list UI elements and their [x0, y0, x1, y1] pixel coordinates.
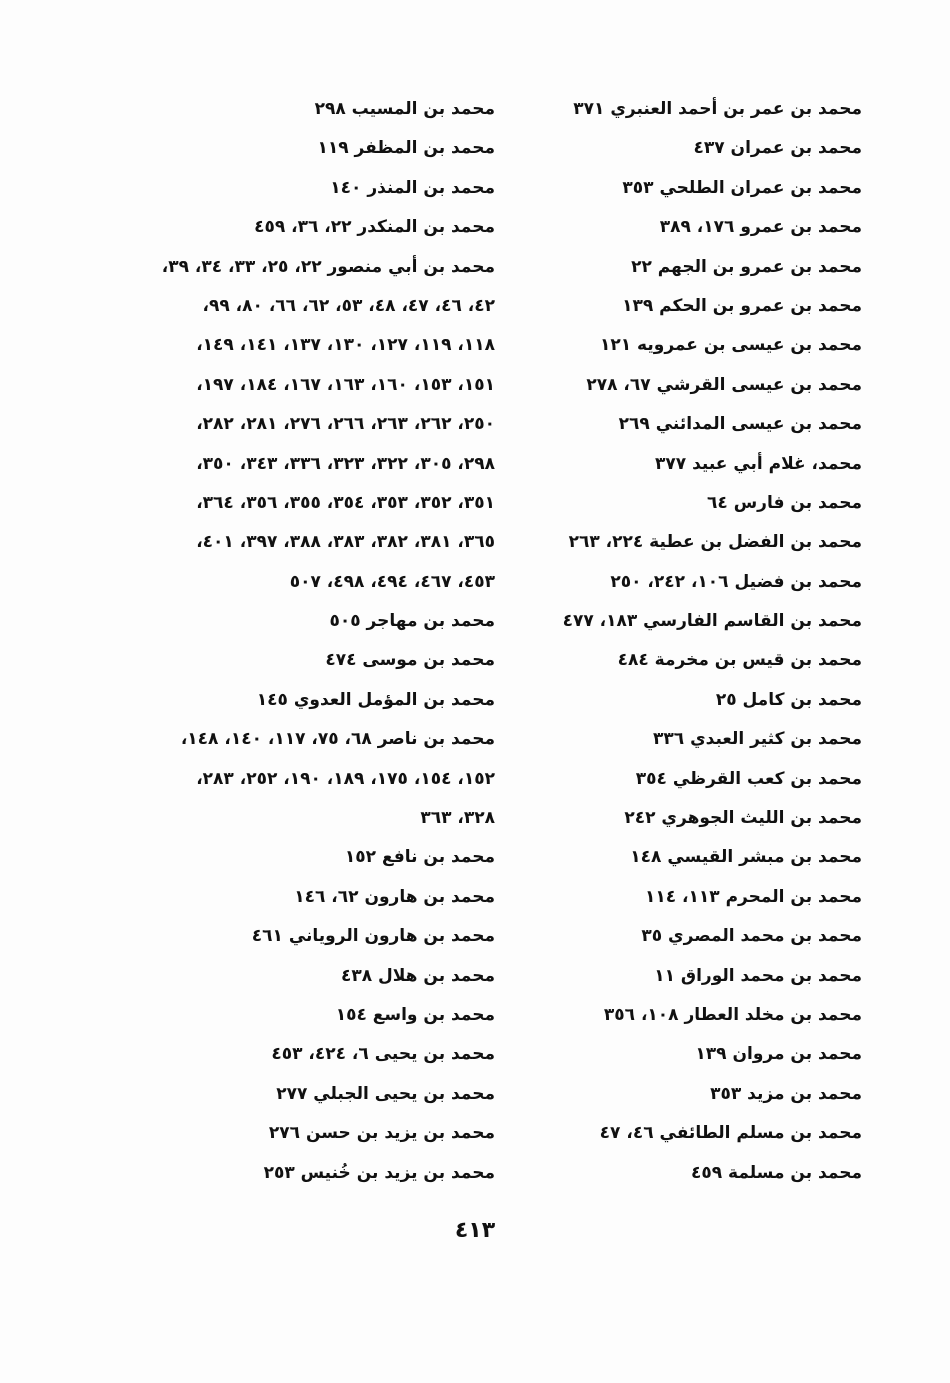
- index-entry: ٣٦٥، ٣٨١، ٣٨٢، ٣٨٣، ٣٨٨، ٣٩٧، ٤٠١،: [196, 532, 495, 553]
- index-entry: محمد بن القاسم الفارسي ١٨٣، ٤٧٧: [562, 611, 862, 632]
- index-entry: محمد بن كامل ٢٥: [715, 689, 862, 710]
- index-entry: محمد بن مزيد ٣٥٣: [710, 1083, 862, 1104]
- index-entry: محمد بن مسلم الطائفي ٤٦، ٤٧: [599, 1123, 862, 1144]
- index-entry: محمد بن يزيد بن حسن ٢٧٦: [268, 1123, 495, 1144]
- index-entry: محمد بن مروان ١٣٩: [695, 1044, 862, 1065]
- index-entry: محمد بن المظفر ١١٩: [317, 138, 495, 159]
- index-entry: محمد بن عمران الطلحي ٣٥٣: [622, 177, 862, 198]
- index-entry: محمد بن الليث الجوهري ٢٤٢: [624, 808, 862, 829]
- index-entry: محمد بن عيسى بن عمرويه ١٢١: [600, 335, 862, 356]
- index-entry: محمد بن عيسى المدائني ٢٦٩: [618, 414, 862, 435]
- index-entry: محمد بن المحرم ١١٣، ١١٤: [645, 886, 862, 907]
- index-entry: محمد بن قيس بن مخرمة ٤٨٤: [617, 650, 862, 671]
- index-entry: محمد بن مخلد العطار ١٠٨، ٣٥٦: [603, 1004, 862, 1025]
- index-entry: محمد بن المسيب ٢٩٨: [314, 99, 495, 119]
- index-entry: محمد بن ناصر ٦٨، ٧٥، ١١٧، ١٤٠، ١٤٨،: [180, 729, 495, 750]
- index-entry: ٢٥٠، ٢٦٢، ٢٦٣، ٢٦٦، ٢٧٦، ٢٨١، ٢٨٢،: [196, 414, 495, 435]
- index-entry: محمد بن نافع ١٥٢: [344, 847, 495, 868]
- index-entry: محمد بن كثير العبدي ٣٣٦: [653, 729, 862, 750]
- index-entry: محمد بن عمر بن أحمد العنبري ٣٧١: [573, 99, 862, 119]
- index-column-left: [145, 90, 495, 1193]
- index-entry: محمد بن يحيى الجبلي ٢٧٧: [276, 1083, 495, 1104]
- index-entry: محمد بن عمرو ١٧٦، ٣٨٩: [659, 217, 862, 238]
- index-entry: محمد بن المؤمل العدوي ١٤٥: [256, 689, 495, 710]
- index-entry: محمد بن فارس ٦٤: [707, 492, 862, 513]
- index-entry: محمد بن مهاجر ٥٠٥: [329, 611, 495, 632]
- index-entry: ٤٢، ٤٦، ٤٧، ٤٨، ٥٣، ٦٢، ٦٦، ٨٠، ٩٩،: [202, 295, 495, 316]
- index-entry: ٤٥٣، ٤٦٧، ٤٩٤، ٤٩٨، ٥٠٧: [289, 571, 495, 592]
- index-entry: محمد، غلام أبي عبيد ٣٧٧: [655, 453, 862, 474]
- index-entry: محمد بن كعب القرظي ٣٥٤: [635, 768, 862, 789]
- index-entry: محمد بن عمرو بن الحكم ١٣٩: [622, 295, 862, 316]
- index-entry: محمد بن عيسى القرشي ٦٧، ٢٧٨: [586, 374, 862, 395]
- index-column-right: [532, 90, 862, 1193]
- index-entry: محمد بن الفضل بن عطية ٢٢٤، ٢٦٣: [568, 532, 862, 553]
- index-entry: ٣٢٨، ٣٦٣: [420, 808, 495, 829]
- index-entry: محمد بن هارون الروياني ٤٦١: [251, 926, 495, 947]
- index-entry: محمد بن مبشر القيسي ١٤٨: [630, 847, 862, 868]
- index-entry: محمد بن يحيى ٦، ٤٢٤، ٤٥٣: [271, 1044, 495, 1065]
- index-entry: ٢٩٨، ٣٠٥، ٣٢٢، ٣٢٣، ٣٣٦، ٣٤٣، ٣٥٠،: [196, 453, 495, 474]
- index-entry: محمد بن محمد الوراق ١١: [654, 965, 862, 986]
- index-entry: محمد بن عمران ٤٣٧: [693, 138, 862, 159]
- index-entry: محمد بن أبي منصور ٢٢، ٢٥، ٣٣، ٣٤، ٣٩،: [161, 256, 495, 277]
- index-entry: محمد بن المنكدر ٢٢، ٣٦، ٤٥٩: [254, 217, 495, 238]
- index-entry: محمد بن واسع ١٥٤: [335, 1004, 495, 1025]
- index-entry: محمد بن هارون ٦٢، ١٤٦: [294, 886, 495, 907]
- page-number: ٤١٣: [454, 1218, 496, 1243]
- index-entry: محمد بن هلال ٤٣٨: [340, 965, 495, 986]
- index-entry: ١٥١، ١٥٣، ١٦٠، ١٦٣، ١٦٧، ١٨٤، ١٩٧،: [196, 374, 495, 395]
- index-entry: ٣٥١، ٣٥٢، ٣٥٣، ٣٥٤، ٣٥٥، ٣٥٦، ٣٦٤،: [196, 492, 495, 513]
- index-entry: محمد بن المنذر ١٤٠: [330, 177, 495, 198]
- index-entry: محمد بن مسلمة ٤٥٩: [690, 1162, 862, 1183]
- index-entry: محمد بن محمد المصري ٣٥: [641, 926, 862, 947]
- index-entry: محمد بن عمرو بن الجهم ٢٢: [631, 256, 862, 277]
- index-entry: ١٥٢، ١٥٤، ١٧٥، ١٨٩، ١٩٠، ٢٥٢، ٢٨٣،: [196, 768, 495, 789]
- index-entry: ١١٨، ١١٩، ١٢٧، ١٣٠، ١٣٧، ١٤١، ١٤٩،: [196, 335, 495, 356]
- index-entry: محمد بن موسى ٤٧٤: [325, 650, 495, 671]
- index-entry: محمد بن فضيل ١٠٦، ٢٤٢، ٢٥٠: [610, 571, 862, 592]
- index-entry: محمد بن يزيد بن خُنيس ٢٥٣: [263, 1162, 495, 1183]
